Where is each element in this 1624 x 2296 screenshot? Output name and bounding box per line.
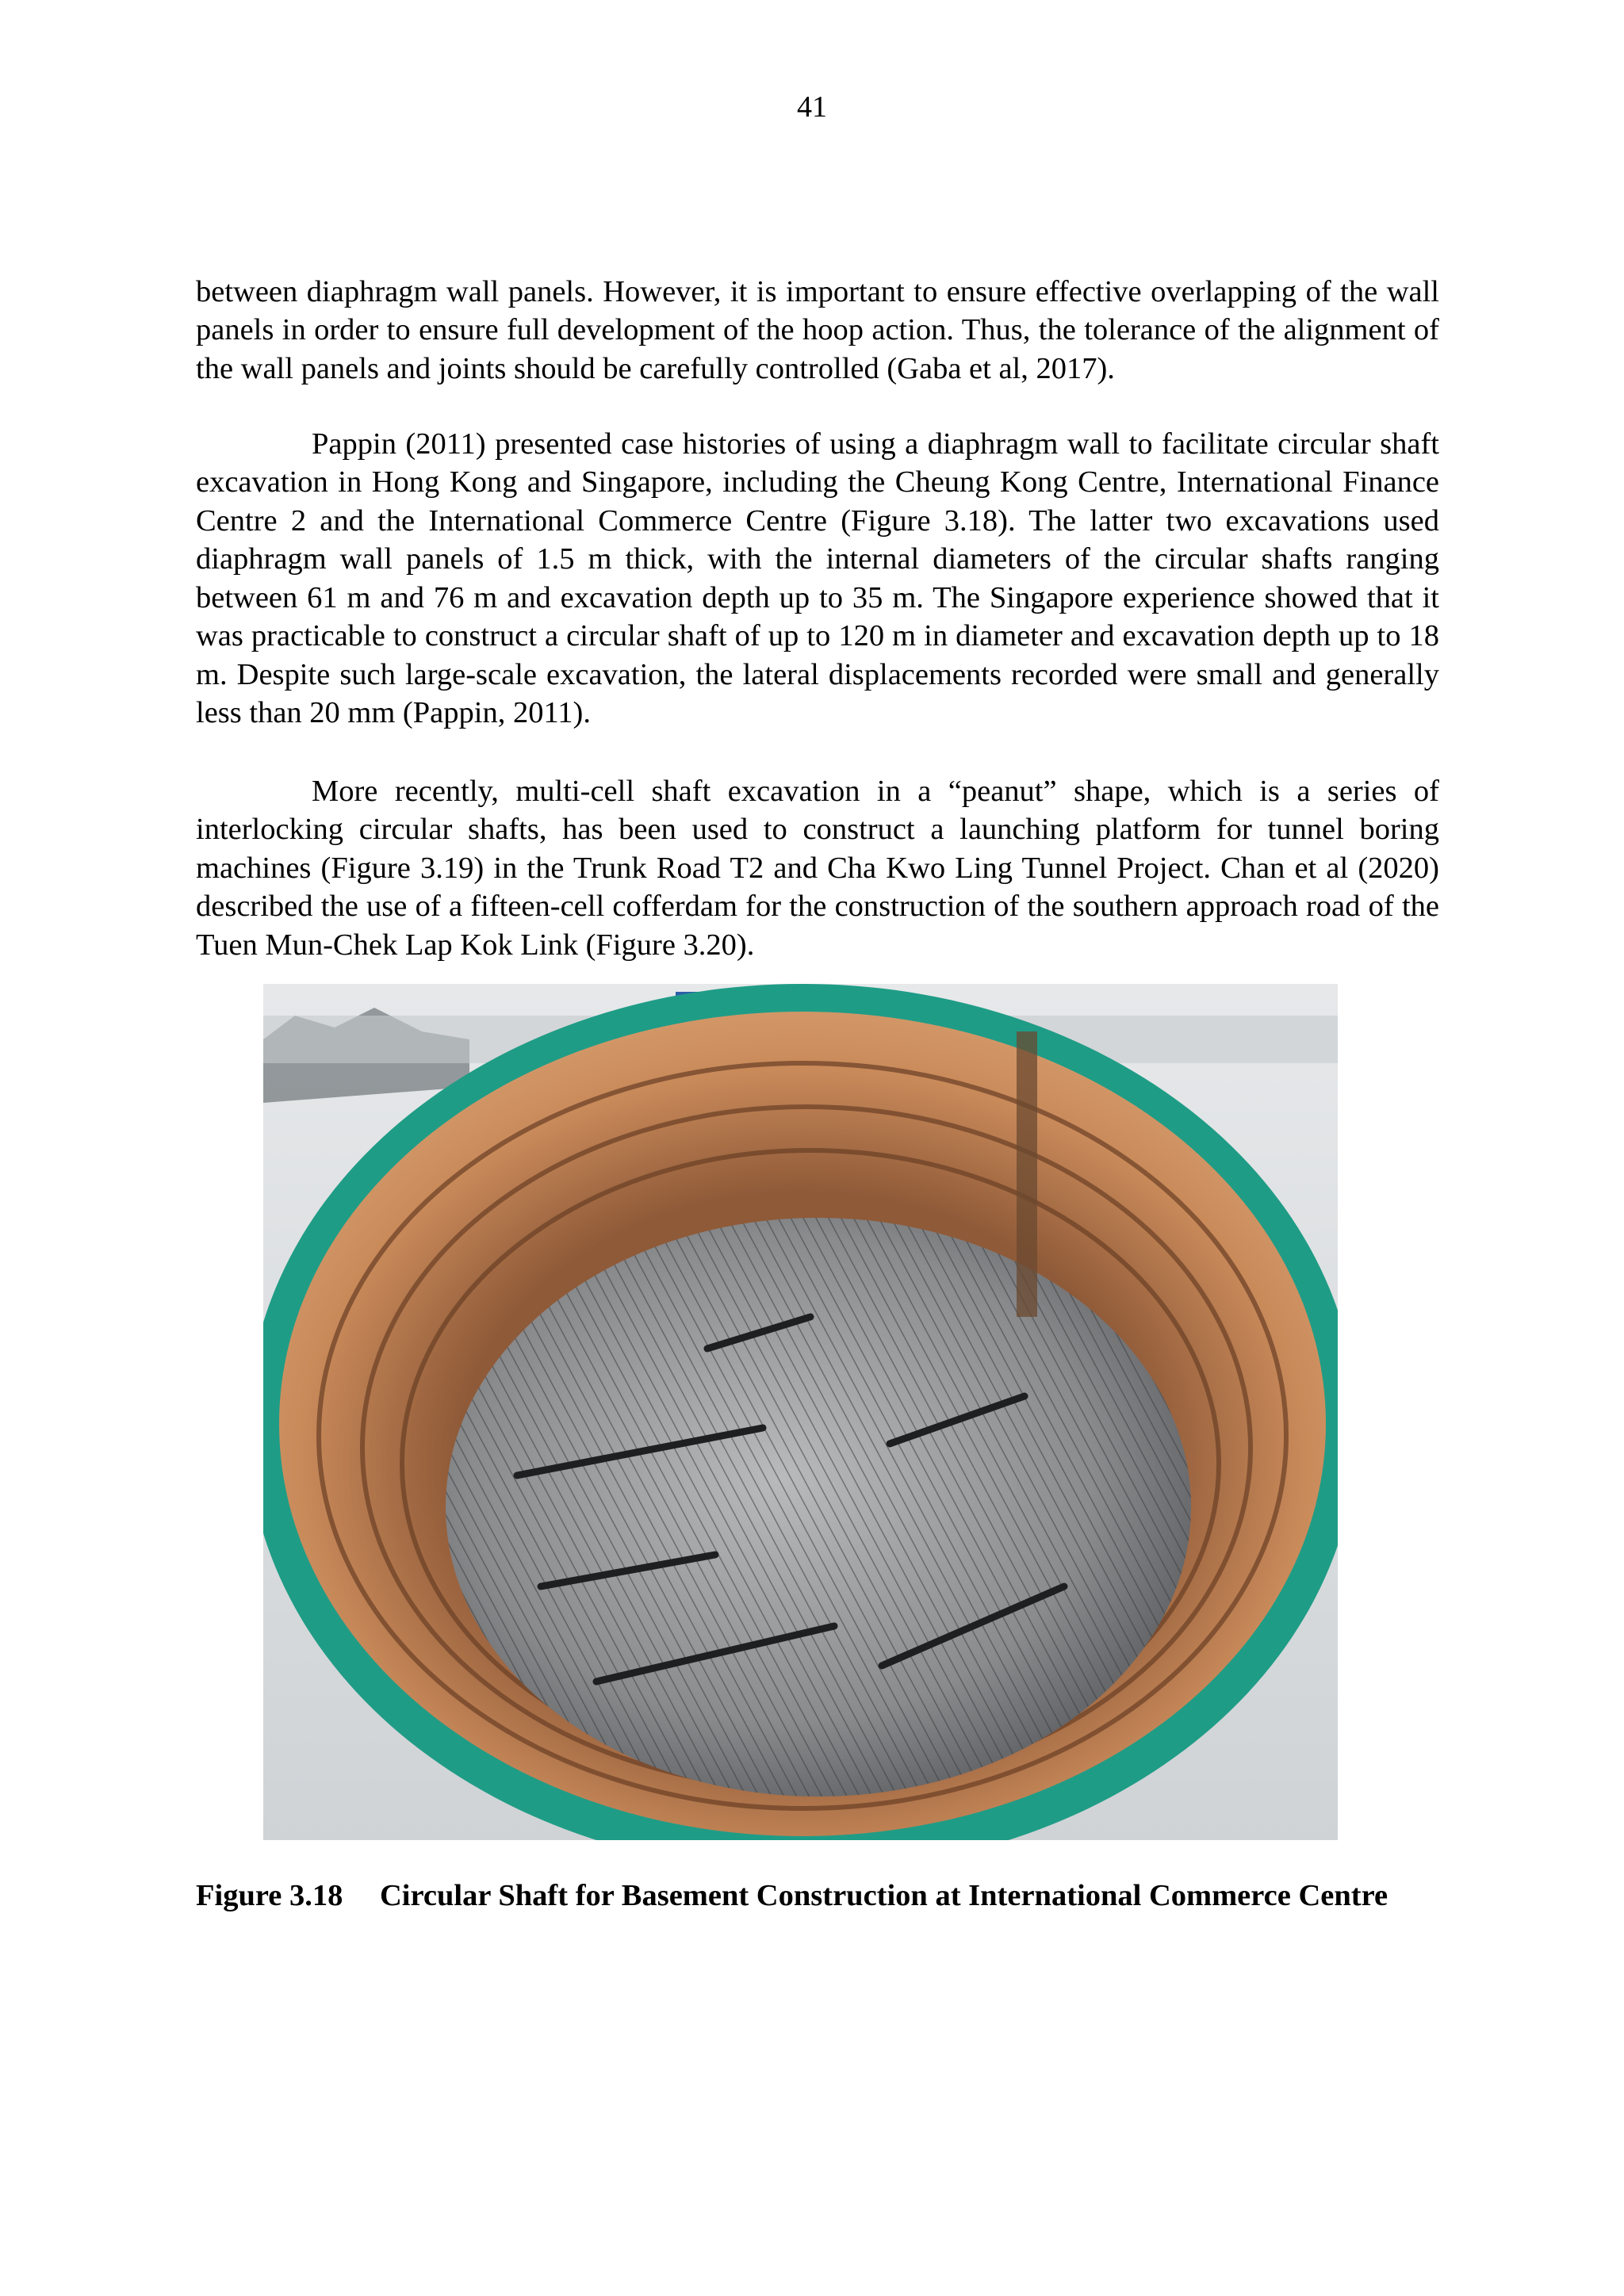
circular-shaft-illustration xyxy=(263,984,1338,1840)
page-number: 41 xyxy=(797,90,827,124)
figure-3-18-photo xyxy=(263,984,1338,1840)
paragraph-2-text: Pappin (2011) presented case histories of using a diaphragm wall to facilitate circular shaft excavation in Hong Kong and Singapore, including the Cheung Kong Centre, International Finance Centre 2 and the International Commerce Centre (Figure 3.18). The latter two excavations used diaphragm wall panels of 1.5 m thick, with the internal diameters of the circular shafts ranging between 61 m and 76 m and excavation depth up to 35 m. The Singapore experience showed that it was practicable to construct a circular shaft of up to 120 m in diameter and excavation depth up to 18 m. Despite such large-scale excavation, the lateral displacements recorded were small and generally less than 20 mm (Pappin, 2011). xyxy=(196,427,1439,729)
figure-caption xyxy=(196,1876,1439,1915)
paragraph-2 xyxy=(196,425,1439,733)
paragraph-3 xyxy=(196,772,1439,965)
figure-title: Circular Shaft for Basement Construction at International Commerce Centre xyxy=(380,1879,1388,1912)
paragraph-1: between diaphragm wall panels. However, it is important to ensure effective overlapping of the wall panels in order to ensure full development of the hoop action. Thus, the tolerance of the alignment of the wall panels and joints should be carefully controlled (Gaba et al, 2017). xyxy=(196,274,1439,385)
figure-label: Figure 3.18 xyxy=(196,1879,343,1912)
access-stair-tower xyxy=(1017,1031,1037,1317)
paragraph-3-text: More recently, multi-cell shaft excavation in a “peanut” shape, which is a series of interlocking circular shafts, has been used to construct a launching platform for tunnel boring machines (Figure 3.19) in the Trunk Road T2 and Cha Kwo Ling Tunnel Project. Chan et al (2020) described the use of a fifteen-cell cofferdam for the construction of the southern approach road of the Tuen Mun-Chek Lap Kok Link (Figure 3.20). xyxy=(196,774,1439,962)
